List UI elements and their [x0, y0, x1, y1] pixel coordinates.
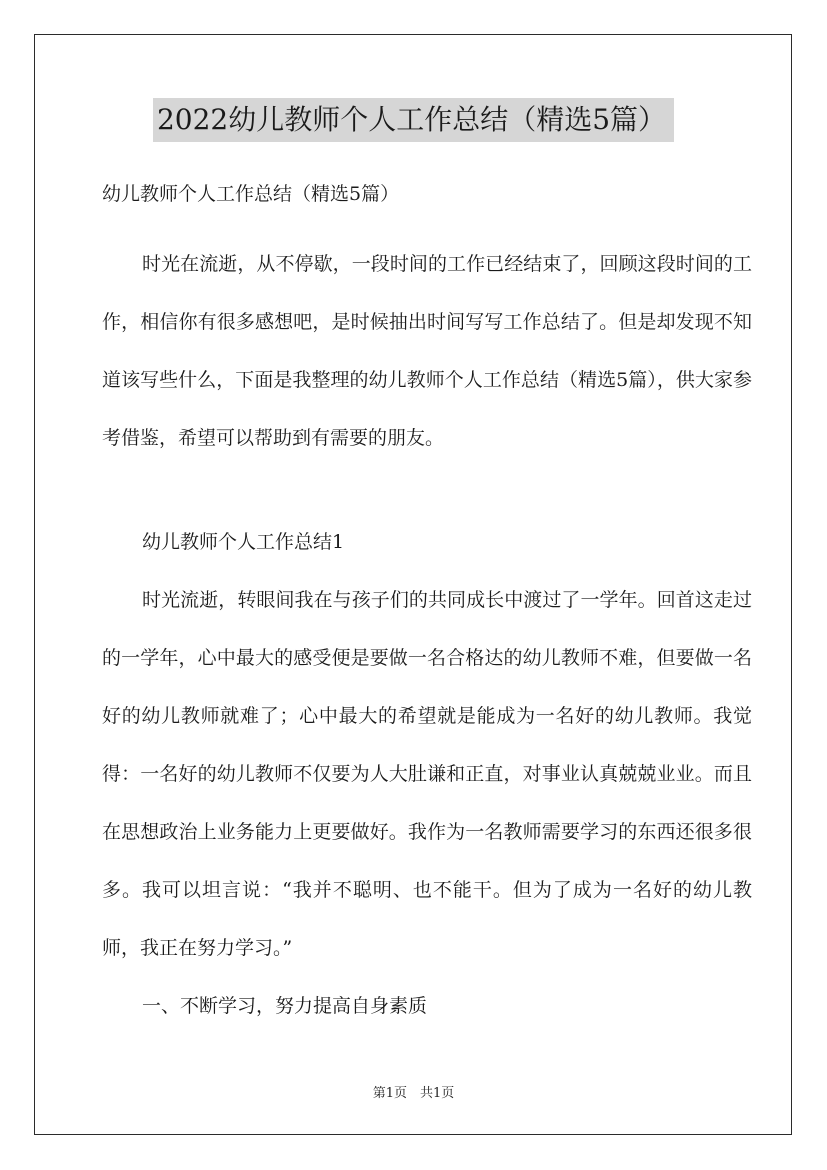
subsection-heading: 一、不断学习，努力提高自身素质: [142, 995, 428, 1017]
page-footer: 第1页 共1页: [372, 1086, 455, 1101]
document-title: [0, 98, 827, 142]
document-subtitle: 幼儿教师个人工作总结（精选5篇）: [102, 183, 400, 205]
section-paragraph: 时光流逝，转眼间我在与孩子们的共同成长中渡过了一学年。回首这走过的一学年，心中最大的感受便是要做一名合格达的幼儿教师不难，但要做一名好的幼儿教师就难了；心中最大的希望就是能成为一名好的幼儿教师。我觉得：一名好的幼儿教师不仅要为人大肚谦和正直，对事业认真兢兢业业。而且在思想政治上业务能力上更要做好。我作为一名教师需要学习的东西还很多很多。我可以坦言说：“我并不聪明、也不能干。但为了成为一名好的幼儿教师，我正在努力学习。”: [102, 589, 752, 959]
section-heading: 幼儿教师个人工作总结1: [142, 531, 345, 553]
title-text: 2022幼儿教师个人工作总结（精选5篇）: [153, 98, 674, 142]
intro-paragraph: 时光在流逝，从不停歇，一段时间的工作已经结束了，回顾这段时间的工作，相信你有很多感想吧，是时候抽出时间写写工作总结了。但是却发现不知道该写些什么，下面是我整理的幼儿教师个人工作总结（精选5篇），供大家参考借鉴，希望可以帮助到有需要的朋友。: [102, 253, 752, 449]
document-body: [102, 175, 752, 1035]
